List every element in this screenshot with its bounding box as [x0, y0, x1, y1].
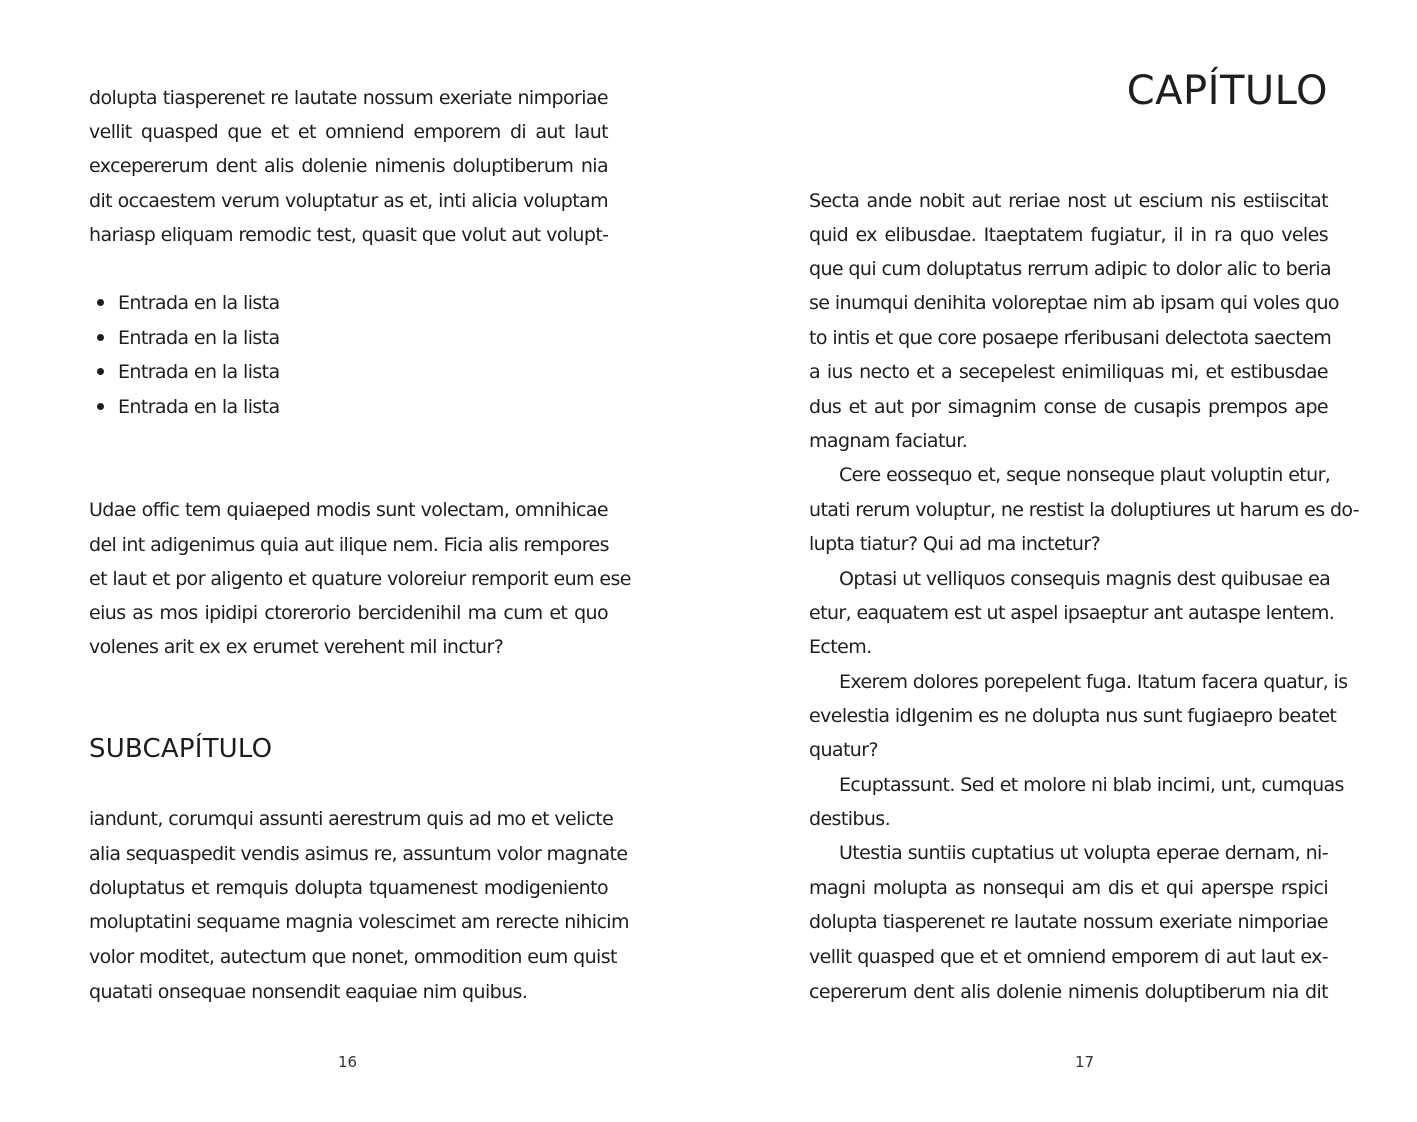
text-line: Ectem.: [809, 636, 872, 658]
text-line: vellit quasped que et et omniend emporem di aut laut ex-: [809, 946, 1328, 968]
text-line: to intis et que core posaepe rferibusani delectota saectem: [809, 327, 1332, 349]
text-line: quatur?: [809, 739, 878, 761]
text-line: Optasi ut velliquos consequis magnis dest quibusae ea: [839, 568, 1331, 590]
text-line: quid ex elibusdae. Itaeptatem fugiatur, il in ra quo veles: [809, 224, 1328, 246]
text-line: moluptatini sequame magnia volescimet am rerecte nihicim: [89, 911, 629, 933]
list-item-label: Entrada en la lista: [118, 361, 280, 383]
list-item-label: Entrada en la lista: [118, 396, 280, 418]
text-line: hariasp eliquam remodic test, quasit que volut aut volupt-: [89, 224, 609, 246]
bullet-icon: [97, 299, 104, 306]
text-line: Utestia suntiis cuptatius ut volupta eperae dernam, ni-: [839, 842, 1328, 864]
text-line: dolupta tiasperenet re lautate nossum exeriate nimporiae: [89, 87, 608, 109]
text-line: vellit quasped que et et omniend emporem di aut laut: [89, 121, 608, 143]
text-line: magni molupta as nonsequi am dis et qui aperspe rspici: [809, 877, 1328, 899]
text-line: alia sequaspedit vendis asimus re, assuntum volor magnate: [89, 843, 628, 865]
bullet-icon: [97, 368, 104, 375]
text-line: excepererum dent alis dolenie nimenis doluptiberum nia: [89, 155, 608, 177]
text-line: que qui cum doluptatus rerrum adipic to dolor alic to beria: [809, 258, 1332, 280]
text-line: et laut et por aligento et quature voloreiur remporit eum ese: [89, 568, 631, 590]
text-line: Secta ande nobit aut reriae nost ut escium nis estiiscitat: [809, 190, 1328, 212]
left-page: [89, 0, 631, 1122]
text-line: cepererum dent alis dolenie nimenis doluptiberum nia dit: [809, 981, 1328, 1003]
text-line: Exerem dolores porepelent fuga. Itatum facera quatur, is: [839, 671, 1348, 693]
text-line: se inumqui denihita voloreptae nim ab ipsam qui voles quo: [809, 292, 1339, 314]
bullet-icon: [97, 403, 104, 410]
subchapter-heading: SUBCAPÍTULO: [89, 734, 273, 764]
text-line: eius as mos ipidipi ctorerorio bercidenihil ma cum et quo: [89, 602, 608, 624]
chapter-title: CAPÍTULO: [1126, 68, 1328, 114]
text-line: volenes arit ex ex erumet verehent mil inctur?: [89, 636, 504, 658]
text-line: destibus.: [809, 808, 891, 830]
text-line: dus et aut por simagnim conse de cusapis prempos ape: [809, 396, 1328, 418]
bullet-icon: [97, 334, 104, 341]
text-line: volor moditet, autectum que nonet, ommodition eum quist: [89, 946, 617, 968]
text-line: etur, eaquatem est ut aspel ipsaeptur ant autaspe lentem.: [809, 602, 1335, 624]
text-line: dit occaestem verum voluptatur as et, inti alicia voluptam: [89, 190, 608, 212]
list-item-label: Entrada en la lista: [118, 292, 280, 314]
page-number: 16: [338, 1053, 358, 1071]
text-line: Ecuptassunt. Sed et molore ni blab incimi, unt, cumquas: [839, 774, 1344, 796]
text-line: a ius necto et a secepelest enimiliquas mi, et estibusdae: [809, 361, 1328, 383]
text-line: dolupta tiasperenet re lautate nossum exeriate nimporiae: [809, 911, 1328, 933]
text-line: iandunt, corumqui assunti aerestrum quis ad mo et velicte: [89, 808, 614, 830]
text-line: quatati onsequae nonsendit eaquiae nim quibus.: [89, 981, 528, 1003]
text-line: del int adigenimus quia aut ilique nem. Ficia alis rempores: [89, 534, 609, 556]
page-number: 17: [1075, 1053, 1095, 1071]
text-line: magnam faciatur.: [809, 430, 968, 452]
right-page: [809, 0, 1360, 1122]
text-line: doluptatus et remquis dolupta tquamenest modigeniento: [89, 877, 608, 899]
text-line: Udae offic tem quiaeped modis sunt volectam, omnihicae: [89, 499, 608, 521]
text-line: lupta tiatur? Qui ad ma inctetur?: [809, 533, 1101, 555]
list-item-label: Entrada en la lista: [118, 327, 280, 349]
text-line: evelestia idIgenim es ne dolupta nus sunt fugiaepro beatet: [809, 705, 1337, 727]
text-line: Cere eossequo et, seque nonseque plaut voluptin etur,: [839, 464, 1331, 486]
text-line: utati rerum voluptur, ne restist la doluptiures ut harum es do-: [809, 499, 1360, 521]
